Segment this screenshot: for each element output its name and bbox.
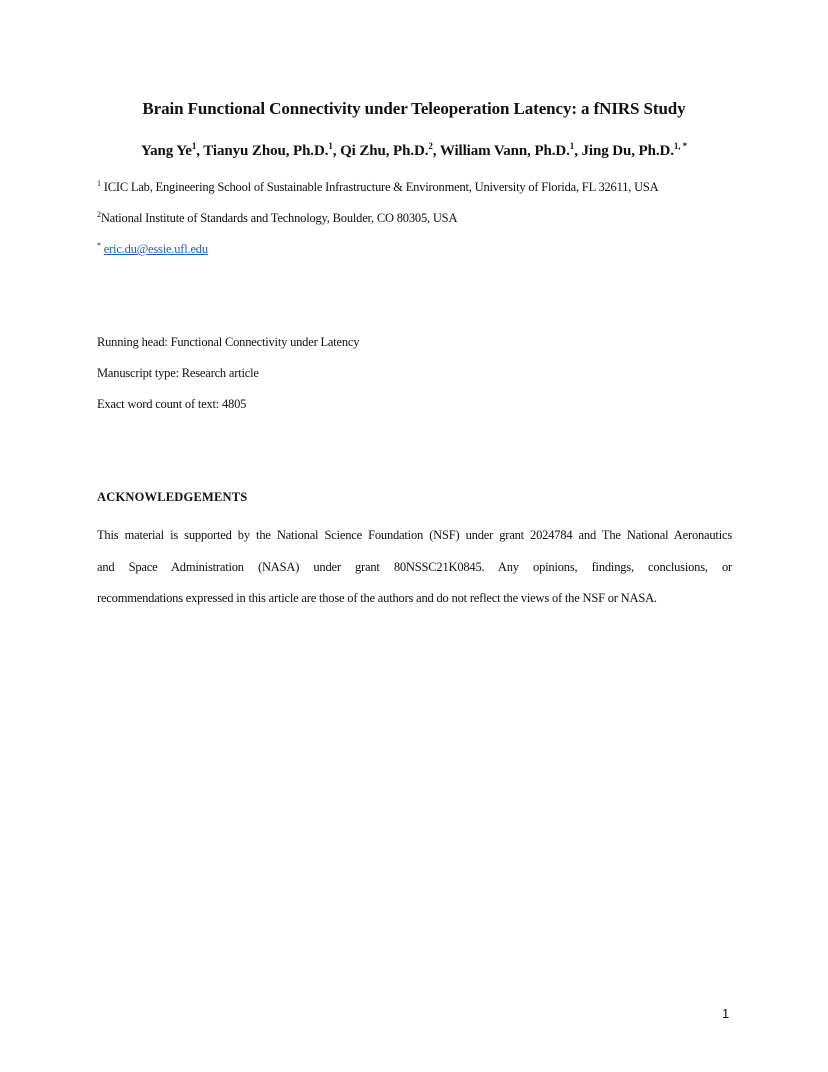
acknowledgements-line: This material is supported by the National Science Foundation (NSF) under grant 2024784 and The National Aeronautics xyxy=(97,528,732,542)
affiliation-text: National Institute of Standards and Technology, Boulder, CO 80305, USA xyxy=(100,211,458,225)
running-head: Running head: Functional Connectivity under Latency xyxy=(97,335,360,349)
corresponding-email-link[interactable]: eric.du@essie.ufl.edu xyxy=(103,242,208,256)
affiliation-2 xyxy=(97,211,457,226)
author-name: Jing Du, Ph.D. xyxy=(581,143,674,159)
author-affiliation-sup: 1 xyxy=(328,141,333,151)
author-affiliation-sup: 1, * xyxy=(673,141,687,151)
paper-title: Brain Functional Connectivity under Teleoperation Latency: a fNIRS Study xyxy=(142,99,686,118)
affiliation-sup: 2 xyxy=(97,209,101,219)
author-affiliation-sup: 1 xyxy=(569,141,575,151)
corresponding-sup: * xyxy=(97,240,101,250)
page-number: 1 xyxy=(722,1006,730,1021)
author-affiliation-sup: 1 xyxy=(191,141,197,151)
author-name: Tianyu Zhou, Ph.D. xyxy=(203,143,329,159)
author-name: Yang Ye xyxy=(141,143,192,159)
acknowledgements-body xyxy=(97,520,732,615)
affiliation-text: ICIC Lab, Engineering School of Sustainable Infrastructure & Environment, University of Florida, FL 32611, USA xyxy=(103,180,659,194)
word-count: Exact word count of text: 4805 xyxy=(97,397,247,411)
author-name: Qi Zhu, Ph.D. xyxy=(340,143,429,159)
affiliation-1 xyxy=(97,180,659,195)
acknowledgements-line: and Space Administration (NASA) under grant 80NSSC21K0845. Any opinions, findings, conclusions, or xyxy=(97,559,732,574)
author-list: Yang Ye$^1$, Tianyu Zhou, Ph.D.$^1$, Qi Zhu, Ph.D.$^2$, William Vann, Ph.D.$^1$, Jing Du, Ph.D.$^{1, *}$ xyxy=(141,141,687,159)
author-name: William Vann, Ph.D. xyxy=(439,143,570,159)
acknowledgements-line: recommendations expressed in this article are those of the authors and do not reflect the views of the NSF or NASA. xyxy=(97,591,657,605)
affiliation-sup: 1 xyxy=(97,178,101,188)
corresponding-author xyxy=(97,242,208,257)
acknowledgements-heading: ACKNOWLEDGEMENTS xyxy=(97,490,248,504)
manuscript-type: Manuscript type: Research article xyxy=(97,366,259,380)
author-affiliation-sup: 2 xyxy=(428,141,433,151)
